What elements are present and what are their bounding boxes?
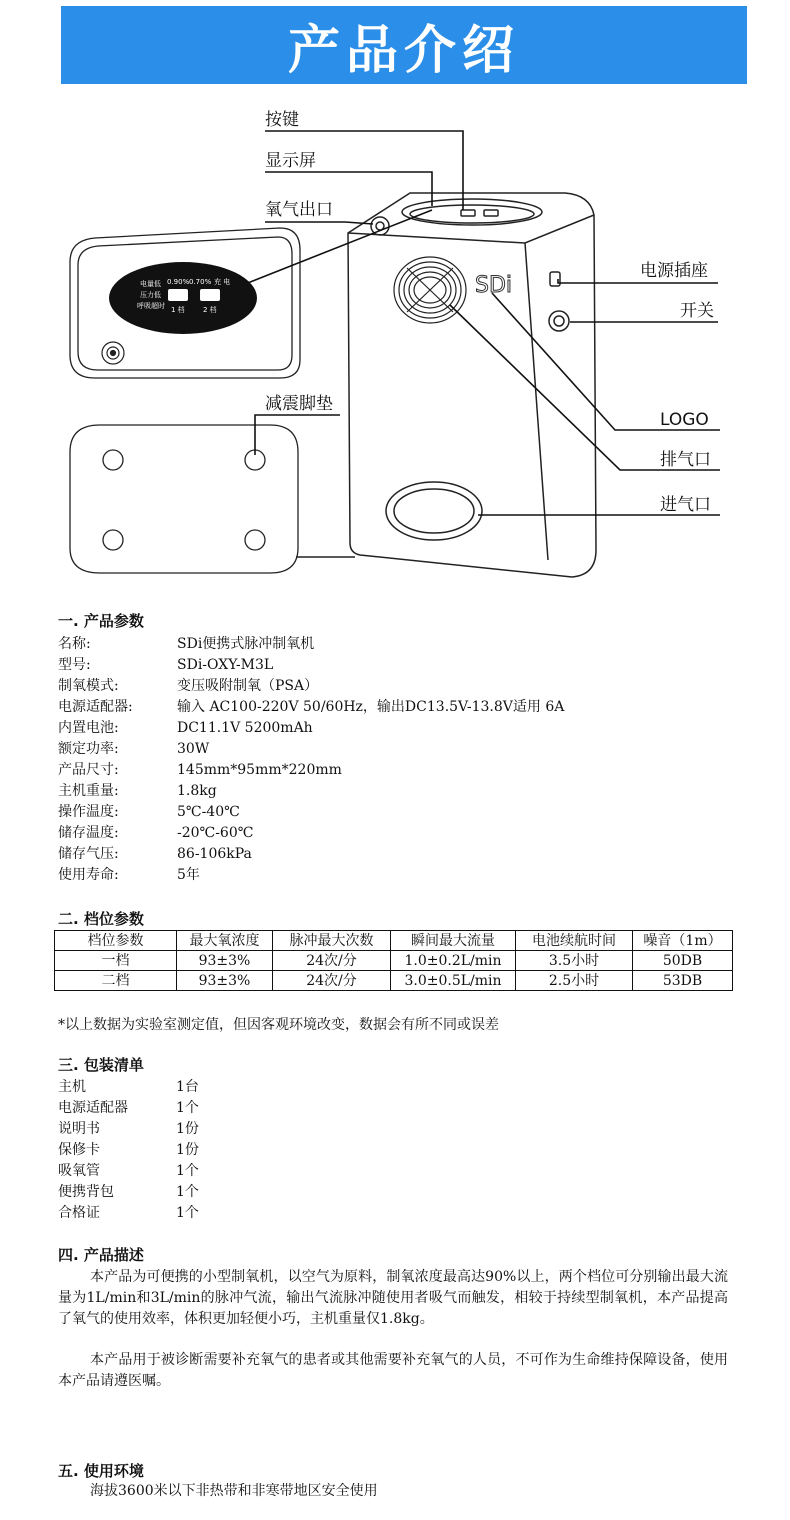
- packing-item: 保修卡 1份: [58, 1142, 199, 1158]
- param-row: 储存温度: -20℃-60℃: [58, 825, 254, 841]
- leader-lines: [230, 131, 720, 515]
- packing-item: 主机 1台: [58, 1079, 199, 1095]
- table-header: 瞬间最大流量: [391, 931, 516, 951]
- packing-item: 便携背包 1个: [58, 1184, 199, 1200]
- panel-breath-timeout: 呼吸超时: [137, 302, 165, 310]
- label-power-socket: 电源插座: [640, 261, 708, 281]
- description-paragraph-2: 本产品用于被诊断需要补充氧气的患者或其他需要补充氧气的人员，不可作为生命维持保障设备，使用本产品请遵医嘱。: [58, 1352, 728, 1389]
- param-row: 制氧模式: 变压吸附制氧（PSA）: [58, 678, 319, 694]
- table-cell: 53DB: [633, 971, 733, 991]
- bottom-view: [70, 425, 298, 573]
- foot-pad-icon: [103, 450, 123, 470]
- label-button: 按键: [265, 110, 299, 130]
- panel-charge: 充 电: [214, 278, 231, 286]
- outlet-knob-icon: [102, 342, 124, 364]
- label-switch: 开关: [680, 301, 714, 321]
- table-cell: 93±3%: [177, 951, 273, 971]
- param-row: 产品尺寸: 145mm*95mm*220mm: [58, 762, 342, 778]
- table-cell: 24次/分: [273, 951, 391, 971]
- param-row: 主机重量: 1.8kg: [58, 783, 217, 799]
- packing-title: 三. 包装清单: [58, 1056, 144, 1074]
- table-row: [55, 951, 733, 971]
- label-intake: 进气口: [660, 495, 711, 515]
- param-row: 使用寿命: 5年: [58, 867, 200, 883]
- table-cell: 50DB: [633, 951, 733, 971]
- gear1-key: [168, 289, 188, 301]
- title-banner: [61, 6, 747, 84]
- table-header: 最大氧浓度: [177, 931, 273, 951]
- environment-title: 五. 使用环境: [58, 1462, 144, 1480]
- table-cell: 93±3%: [177, 971, 273, 991]
- params-title: 一. 产品参数: [58, 612, 144, 630]
- main-unit: [296, 193, 596, 577]
- exhaust-grille-icon: [394, 257, 466, 323]
- panel-pct-90: 0.90%: [167, 278, 190, 286]
- param-row: 操作温度: 5℃-40℃: [58, 804, 240, 820]
- panel-gear1: 1 档: [171, 306, 185, 314]
- param-row: 名称: SDi便携式脉冲制氧机: [58, 636, 315, 652]
- gear-table: [54, 930, 733, 991]
- brand-logo: SDi: [475, 273, 513, 298]
- param-row: 储存气压: 86-106kPa: [58, 846, 252, 862]
- product-diagram: [0, 90, 790, 595]
- foot-pad-icon: [245, 530, 265, 550]
- table-cell: 1.0±0.2L/min: [391, 951, 516, 971]
- page-title: 产品介绍: [287, 20, 520, 81]
- data-disclaimer: *以上数据为实验室测定值，但因客观环境改变，数据会有所不同或误差: [58, 1017, 499, 1033]
- packing-item: 电源适配器 1个: [58, 1100, 199, 1116]
- panel-pct-70: 0.70%: [189, 278, 212, 286]
- label-oxygen-outlet: 氧气出口: [265, 200, 333, 220]
- packing-item: 合格证 1个: [58, 1205, 199, 1221]
- label-foot-pad: 减震脚垫: [265, 394, 333, 414]
- table-cell: 二档: [55, 971, 177, 991]
- description-title: 四. 产品描述: [58, 1246, 144, 1264]
- table-cell: 2.5小时: [516, 971, 633, 991]
- param-row: 型号: SDi-OXY-M3L: [58, 657, 274, 673]
- label-exhaust: 排气口: [660, 450, 711, 470]
- table-header: 档位参数: [55, 931, 177, 951]
- table-cell: 一档: [55, 951, 177, 971]
- foot-pad-icon: [103, 530, 123, 550]
- table-cell: 3.0±0.5L/min: [391, 971, 516, 991]
- environment-text: 海拔3600米以下非热带和非寒带地区安全使用: [90, 1483, 378, 1499]
- gear2-key: [200, 289, 220, 301]
- param-row: 额定功率: 30W: [58, 741, 210, 757]
- packing-item: 说明书 1份: [58, 1121, 199, 1137]
- table-header: 噪音（1m）: [633, 931, 733, 951]
- table-cell: 24次/分: [273, 971, 391, 991]
- table-header-row: [55, 931, 733, 951]
- table-header: 电池续航时间: [516, 931, 633, 951]
- panel-low-battery: 电量低: [140, 280, 161, 288]
- description-paragraph-1: 本产品为可便携的小型制氧机，以空气为原料，制氧浓度最高达90%以上，两个档位可分别输出最大流量为1L/min和3L/min的脉冲气流，输出气流脉冲随使用者吸气而触发，相较于持续型制氧机，本产品提高了氧气的使用效率，体积更加轻便小巧，主机重量仅1.8kg。: [58, 1269, 728, 1327]
- table-header: 脉冲最大次数: [273, 931, 391, 951]
- param-row: 内置电池: DC11.1V 5200mAh: [58, 720, 313, 736]
- panel-gear2: 2 档: [203, 306, 217, 314]
- table-cell: 3.5小时: [516, 951, 633, 971]
- panel-pressure-low: 压力低: [140, 291, 161, 299]
- label-display: 显示屏: [265, 151, 316, 171]
- table-row: [55, 971, 733, 991]
- packing-item: 吸氧管 1个: [58, 1163, 199, 1179]
- label-logo: LOGO: [660, 410, 709, 430]
- param-row: 电源适配器: 输入 AC100-220V 50/60Hz，输出DC13.5V-13.8V适用 6A: [58, 699, 565, 715]
- gears-title: 二. 档位参数: [58, 910, 144, 928]
